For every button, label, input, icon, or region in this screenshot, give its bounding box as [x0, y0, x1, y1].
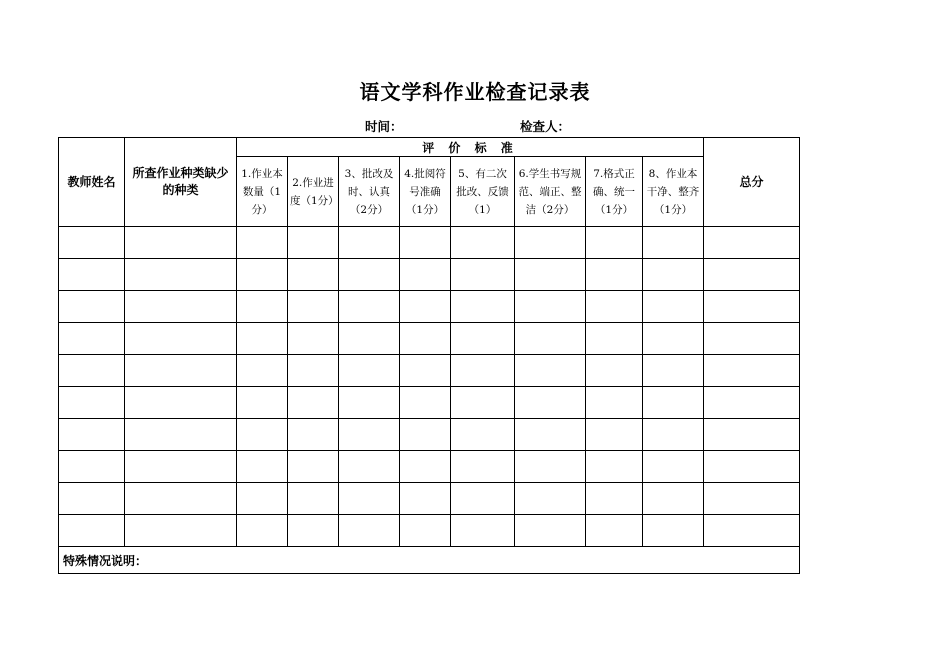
blank-cell	[586, 419, 643, 451]
blank-cell	[643, 483, 704, 515]
blank-cell	[586, 323, 643, 355]
blank-cell	[339, 259, 400, 291]
blank-cell	[586, 227, 643, 259]
blank-cell	[237, 323, 288, 355]
blank-cell	[704, 323, 800, 355]
blank-cell	[288, 259, 339, 291]
blank-cell	[237, 291, 288, 323]
blank-cell	[237, 355, 288, 387]
blank-cell	[704, 451, 800, 483]
header-total-score: 总分	[704, 138, 800, 227]
blank-cell	[339, 483, 400, 515]
criterion-1: 1.作业本数量（1分）	[237, 157, 288, 227]
table-row	[59, 227, 800, 259]
blank-cell	[125, 323, 237, 355]
blank-cell	[586, 515, 643, 547]
blank-cell	[237, 387, 288, 419]
criterion-5: 5、有二次批改、反馈（1）	[451, 157, 515, 227]
table-row	[59, 515, 800, 547]
blank-cell	[643, 227, 704, 259]
blank-cell	[515, 387, 586, 419]
table-row	[59, 451, 800, 483]
blank-cell	[237, 515, 288, 547]
inspector-label: 检查人：	[520, 119, 571, 134]
blank-cell	[339, 291, 400, 323]
blank-cell	[288, 515, 339, 547]
blank-cell	[400, 451, 451, 483]
blank-cell	[586, 387, 643, 419]
page-title: 语文学科作业检查记录表	[359, 80, 591, 104]
blank-cell	[59, 323, 125, 355]
blank-cell	[400, 387, 451, 419]
table-row	[59, 419, 800, 451]
blank-cell	[288, 355, 339, 387]
blank-cell	[288, 483, 339, 515]
blank-cell	[237, 451, 288, 483]
blank-cell	[515, 515, 586, 547]
criterion-2: 2.作业进度（1分）	[288, 157, 339, 227]
blank-cell	[515, 227, 586, 259]
header-evaluation-criteria: 评 价 标 准	[237, 138, 704, 157]
blank-cell	[451, 387, 515, 419]
blank-cell	[586, 291, 643, 323]
blank-cell	[400, 515, 451, 547]
blank-cell	[704, 515, 800, 547]
blank-cell	[643, 451, 704, 483]
blank-cell	[400, 227, 451, 259]
blank-cell	[237, 483, 288, 515]
blank-cell	[400, 291, 451, 323]
blank-cell	[59, 483, 125, 515]
blank-cell	[125, 483, 237, 515]
blank-cell	[125, 259, 237, 291]
blank-cell	[339, 387, 400, 419]
blank-cell	[515, 419, 586, 451]
criterion-4: 4.批阅符号准确（1分）	[400, 157, 451, 227]
blank-cell	[339, 451, 400, 483]
blank-cell	[288, 451, 339, 483]
table-row	[59, 291, 800, 323]
blank-cell	[451, 227, 515, 259]
blank-cell	[125, 419, 237, 451]
blank-cell	[704, 227, 800, 259]
blank-cell	[125, 291, 237, 323]
blank-cell	[643, 259, 704, 291]
blank-cell	[125, 515, 237, 547]
blank-cell	[515, 291, 586, 323]
blank-cell	[451, 515, 515, 547]
blank-cell	[704, 355, 800, 387]
criterion-8: 8、作业本干净、整齐（1分）	[643, 157, 704, 227]
blank-cell	[125, 387, 237, 419]
time-label: 时间：	[365, 119, 403, 134]
blank-cell	[451, 259, 515, 291]
blank-cell	[515, 451, 586, 483]
blank-cell	[59, 355, 125, 387]
blank-cell	[59, 515, 125, 547]
blank-cell	[643, 419, 704, 451]
blank-cell	[586, 355, 643, 387]
table-row	[59, 483, 800, 515]
blank-cell	[339, 227, 400, 259]
blank-cell	[288, 323, 339, 355]
blank-cell	[400, 483, 451, 515]
blank-cell	[515, 259, 586, 291]
blank-cell	[59, 451, 125, 483]
blank-cell	[704, 291, 800, 323]
blank-cell	[451, 291, 515, 323]
table-row	[59, 355, 800, 387]
blank-cell	[59, 227, 125, 259]
blank-cell	[451, 419, 515, 451]
blank-cell	[704, 483, 800, 515]
blank-cell	[451, 451, 515, 483]
blank-cell	[400, 259, 451, 291]
special-notes-label: 特殊情况说明：	[59, 547, 800, 574]
blank-cell	[586, 259, 643, 291]
blank-cell	[586, 483, 643, 515]
blank-cell	[704, 419, 800, 451]
blank-cell	[339, 323, 400, 355]
blank-cell	[451, 355, 515, 387]
blank-cell	[237, 259, 288, 291]
table-row	[59, 323, 800, 355]
record-table	[58, 137, 800, 574]
header-teacher-name: 教师姓名	[59, 138, 125, 227]
blank-cell	[586, 451, 643, 483]
blank-cell	[515, 355, 586, 387]
blank-cell	[704, 259, 800, 291]
blank-cell	[515, 483, 586, 515]
blank-cell	[288, 387, 339, 419]
blank-cell	[643, 515, 704, 547]
header-work-type: 所查作业种类缺少的种类	[125, 138, 237, 227]
blank-cell	[125, 227, 237, 259]
blank-cell	[643, 323, 704, 355]
table-row	[59, 387, 800, 419]
blank-cell	[400, 323, 451, 355]
blank-cell	[288, 291, 339, 323]
blank-cell	[125, 451, 237, 483]
criterion-7: 7.格式正确、统一（1分）	[586, 157, 643, 227]
blank-cell	[704, 387, 800, 419]
blank-cell	[59, 259, 125, 291]
table-row	[59, 259, 800, 291]
blank-cell	[643, 387, 704, 419]
blank-cell	[400, 355, 451, 387]
blank-cell	[400, 419, 451, 451]
blank-cell	[125, 355, 237, 387]
blank-cell	[339, 419, 400, 451]
blank-cell	[643, 355, 704, 387]
criterion-6: 6.学生书写规范、端正、整洁（2分）	[515, 157, 586, 227]
blank-cell	[643, 291, 704, 323]
blank-cell	[339, 515, 400, 547]
blank-cell	[59, 387, 125, 419]
blank-cell	[451, 483, 515, 515]
blank-cell	[237, 419, 288, 451]
blank-cell	[288, 419, 339, 451]
blank-cell	[451, 323, 515, 355]
criterion-3: 3、批改及时、认真（2分）	[339, 157, 400, 227]
blank-cell	[339, 355, 400, 387]
blank-cell	[288, 227, 339, 259]
blank-cell	[515, 323, 586, 355]
blank-cell	[237, 227, 288, 259]
blank-cell	[59, 291, 125, 323]
blank-cell	[59, 419, 125, 451]
